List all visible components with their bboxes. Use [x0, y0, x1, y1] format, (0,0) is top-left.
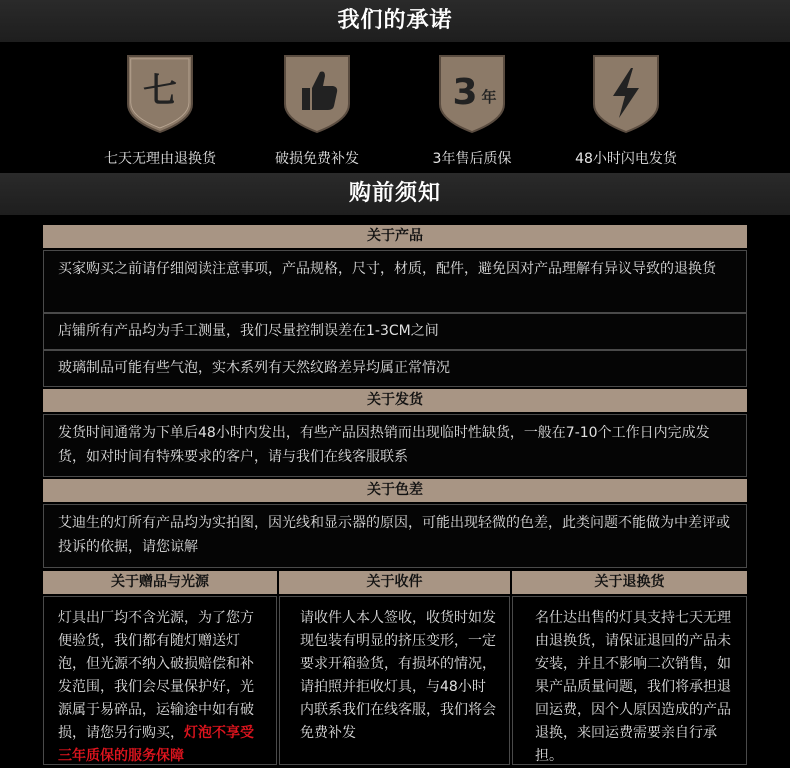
promise-label: 3年售后质保: [432, 151, 512, 167]
returns-text: 名仕达出售的灯具支持七天无理由退换货，请保证退回的产品未安装，并且不影响二次销售，如果产品质量问题，我们将承担退回运费，因个人原因造成的产品退换，来回运费需要亲自行承担。: [535, 610, 731, 764]
promise-title: 我们的承诺: [337, 8, 453, 33]
promise-label: 破损免费补发: [275, 151, 359, 167]
promise-label: 48小时闪电发货: [575, 151, 677, 167]
lightning-icon: [591, 54, 661, 134]
receipt-header: 关于收件: [279, 571, 510, 594]
gift-highlight: 灯泡不享受三年质保的服务保障: [58, 725, 254, 764]
receipt-text: 请收件人本人签收，收货时如发现包装有明显的挤压变形，一定要求开箱验货，有损坏的情况，请拍照并拒收灯具，与48小时内联系我们在线客服，我们将会免费补发: [300, 610, 496, 741]
promise-three-year: [387, 54, 557, 168]
three-year-icon: [437, 54, 507, 134]
product-item: 店铺所有产品均为手工测量，我们尽量控制误差在1-3CM之间: [43, 313, 747, 350]
year-glyph: 年: [481, 88, 497, 106]
notice-board: [0, 215, 790, 765]
notice-title: 购前须知: [348, 181, 441, 206]
product-item: 玻璃制品可能有些气泡，实木系列有天然纹路差异均属正常情况: [43, 350, 747, 387]
returns-header: 关于退换货: [512, 571, 747, 594]
promise-banner: [0, 0, 790, 42]
notice-banner: [0, 173, 790, 215]
thumbs-up-icon: [282, 54, 352, 134]
product-item: 买家购买之前请仔细阅读注意事项，产品规格，尺寸，材质，配件，避免因对产品理解有异议导致的退换货: [43, 250, 747, 313]
promise-label: 七天无理由退换货: [104, 151, 216, 167]
gift-body: [43, 596, 277, 765]
promise-free-reissue: [232, 54, 402, 168]
receipt-body: [279, 596, 510, 765]
seven-glyph: 七: [143, 71, 177, 111]
shipping-text: 发货时间通常为下单后48小时内发出，有些产品因热销而出现临时性缺货，一般在7-10个工作日内完成发货，如对时间有特殊要求的客户，请与我们在线客服联系: [43, 414, 747, 477]
color-header: 关于色差: [43, 479, 747, 502]
promise-fast-shipping: [541, 54, 711, 168]
gift-text: 灯具出厂均不含光源，为了您方便验货，我们都有随灯赠送灯泡，但光源不纳入破损赔偿和补发范围，我们会尽量保护好，光源属于易碎品，运输途中如有破损，请您另行购买，: [58, 610, 254, 741]
promise-area: [0, 42, 790, 173]
color-text: 艾迪生的灯所有产品均为实拍图，因光线和显示器的原因，可能出现轻微的色差，此类问题不能做为中差评或投诉的依据，请您谅解: [43, 504, 747, 568]
promise-seven-days: [75, 54, 245, 168]
seven-days-icon: [125, 54, 195, 134]
shipping-header: 关于发货: [43, 389, 747, 412]
returns-body: [512, 596, 747, 765]
three-glyph: 3: [452, 72, 478, 113]
gift-header: 关于赠品与光源: [43, 571, 277, 594]
product-header: 关于产品: [43, 225, 747, 248]
